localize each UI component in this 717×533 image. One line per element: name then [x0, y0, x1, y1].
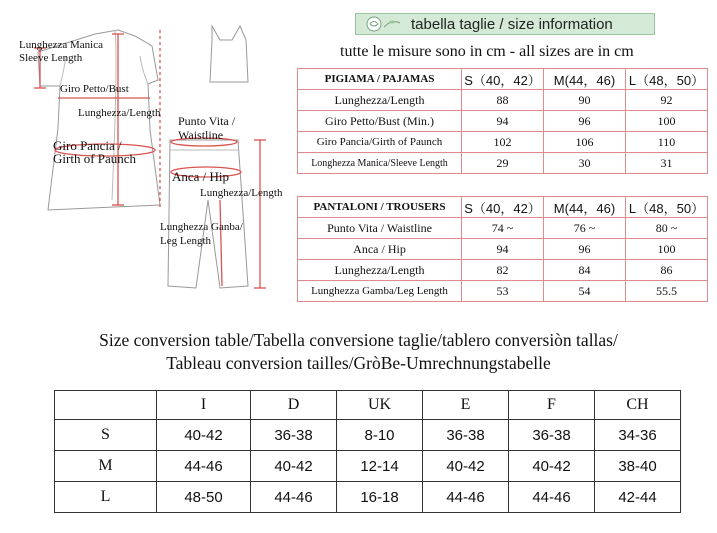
row-label: Giro Petto/Bust (Min.) — [298, 111, 462, 132]
sleeve-label-en: Sleeve Length — [19, 52, 83, 64]
table-cell: 94 — [462, 111, 544, 132]
table-row — [55, 482, 681, 513]
table-header: M(44，46) — [544, 197, 626, 218]
table-cell: 82 — [462, 260, 544, 281]
table-header: UK — [337, 391, 423, 420]
units-note: tutte le misure sono in cm - all sizes are in cm — [340, 43, 634, 60]
table-header — [55, 391, 157, 420]
row-label: Longhezza Manica/Sleeve Length — [298, 153, 462, 174]
table-cell: 34-36 — [595, 420, 681, 451]
table-cell: 96 — [544, 239, 626, 260]
table-cell: 40-42 — [423, 451, 509, 482]
table-cell: 40-42 — [157, 420, 251, 451]
table-row — [298, 153, 708, 174]
row-label: Lunghezza/Length — [298, 90, 462, 111]
rose-icon — [362, 15, 406, 33]
table-header: M(44，46) — [544, 69, 626, 90]
waist-label: Punto Vita / — [178, 114, 236, 128]
table-row — [298, 281, 708, 302]
table-cell: 44-46 — [509, 482, 595, 513]
table-cell: 36-38 — [251, 420, 337, 451]
table-row — [298, 239, 708, 260]
waist-label-en: Waistline — [178, 128, 224, 142]
table-header: D — [251, 391, 337, 420]
table-cell: 100 — [626, 111, 708, 132]
table-row — [55, 391, 681, 420]
conversion-subtitle: Tableau conversion tailles/GròBe-Umrechnungstabelle — [166, 353, 551, 373]
table-header: PIGIAMA / PAJAMAS — [298, 69, 462, 90]
table-cell: 44-46 — [251, 482, 337, 513]
table-row — [55, 451, 681, 482]
table-cell: 36-38 — [509, 420, 595, 451]
table-header: S（40，42） — [462, 197, 544, 218]
table-cell: 102 — [462, 132, 544, 153]
table-header: L（48，50） — [626, 69, 708, 90]
pajamas-table — [297, 68, 708, 174]
table-row — [55, 420, 681, 451]
table-cell: 90 — [544, 90, 626, 111]
table-cell: 31 — [626, 153, 708, 174]
table-cell: 94 — [462, 239, 544, 260]
table-cell: 92 — [626, 90, 708, 111]
table-cell: 36-38 — [423, 420, 509, 451]
table-cell: 88 — [462, 90, 544, 111]
row-label: Lunghezza Gamba/Leg Length — [298, 281, 462, 302]
size-info-banner — [355, 13, 655, 35]
table-cell: 16-18 — [337, 482, 423, 513]
table-cell: 110 — [626, 132, 708, 153]
row-label: L — [55, 482, 157, 513]
table-cell: 53 — [462, 281, 544, 302]
table-row — [298, 260, 708, 281]
table-header: CH — [595, 391, 681, 420]
table-cell: 100 — [626, 239, 708, 260]
table-header: PANTALONI / TROUSERS — [298, 197, 462, 218]
table-cell: 30 — [544, 153, 626, 174]
table-cell: 80 ~ — [626, 218, 708, 239]
conversion-table — [54, 390, 681, 513]
leg-label-en: Leg Length — [160, 235, 212, 247]
table-row — [298, 90, 708, 111]
pants-length-label: Lunghezza/Length — [200, 187, 283, 199]
leg-label: Lunghezza Ganba/ — [160, 221, 243, 233]
table-header: L（48，50） — [626, 197, 708, 218]
table-cell: 86 — [626, 260, 708, 281]
row-label: S — [55, 420, 157, 451]
table-cell: 48-50 — [157, 482, 251, 513]
table-cell: 54 — [544, 281, 626, 302]
table-cell: 44-46 — [157, 451, 251, 482]
table-row — [298, 132, 708, 153]
table-cell: 42-44 — [595, 482, 681, 513]
table-cell: 74 ~ — [462, 218, 544, 239]
table-cell: 38-40 — [595, 451, 681, 482]
table-cell: 84 — [544, 260, 626, 281]
table-header: S（40，42） — [462, 69, 544, 90]
table-cell: 55.5 — [626, 281, 708, 302]
table-cell: 106 — [544, 132, 626, 153]
row-label: Giro Pancia/Girth of Paunch — [298, 132, 462, 153]
table-cell: 40-42 — [509, 451, 595, 482]
row-label: Punto Vita / Waistline — [298, 218, 462, 239]
table-row — [298, 69, 708, 90]
trousers-table — [297, 196, 708, 302]
table-header: F — [509, 391, 595, 420]
row-label: Anca / Hip — [298, 239, 462, 260]
table-cell: 29 — [462, 153, 544, 174]
table-cell: 8-10 — [337, 420, 423, 451]
table-row — [298, 218, 708, 239]
row-label: M — [55, 451, 157, 482]
bust-label: Giro Petto/Bust — [60, 83, 129, 95]
table-cell: 40-42 — [251, 451, 337, 482]
table-row — [298, 197, 708, 218]
top-length-label: Lunghezza/Length — [78, 107, 161, 119]
table-cell: 12-14 — [337, 451, 423, 482]
hip-label: Anca / Hip — [172, 169, 230, 184]
table-header: I — [157, 391, 251, 420]
paunch-label: Giro Pancia / — [53, 138, 122, 153]
paunch-label-en: Girth of Paunch — [53, 151, 137, 166]
sleeve-label: Lunghezza Manica — [19, 39, 103, 51]
table-header: E — [423, 391, 509, 420]
table-cell: 76 ~ — [544, 218, 626, 239]
table-row — [298, 111, 708, 132]
banner-title: tabella taglie / size information — [411, 16, 613, 33]
table-cell: 96 — [544, 111, 626, 132]
table-cell: 44-46 — [423, 482, 509, 513]
row-label: Lunghezza/Length — [298, 260, 462, 281]
conversion-title: Size conversion table/Tabella conversione taglie/tablero conversiòn tallas/ — [99, 330, 618, 350]
